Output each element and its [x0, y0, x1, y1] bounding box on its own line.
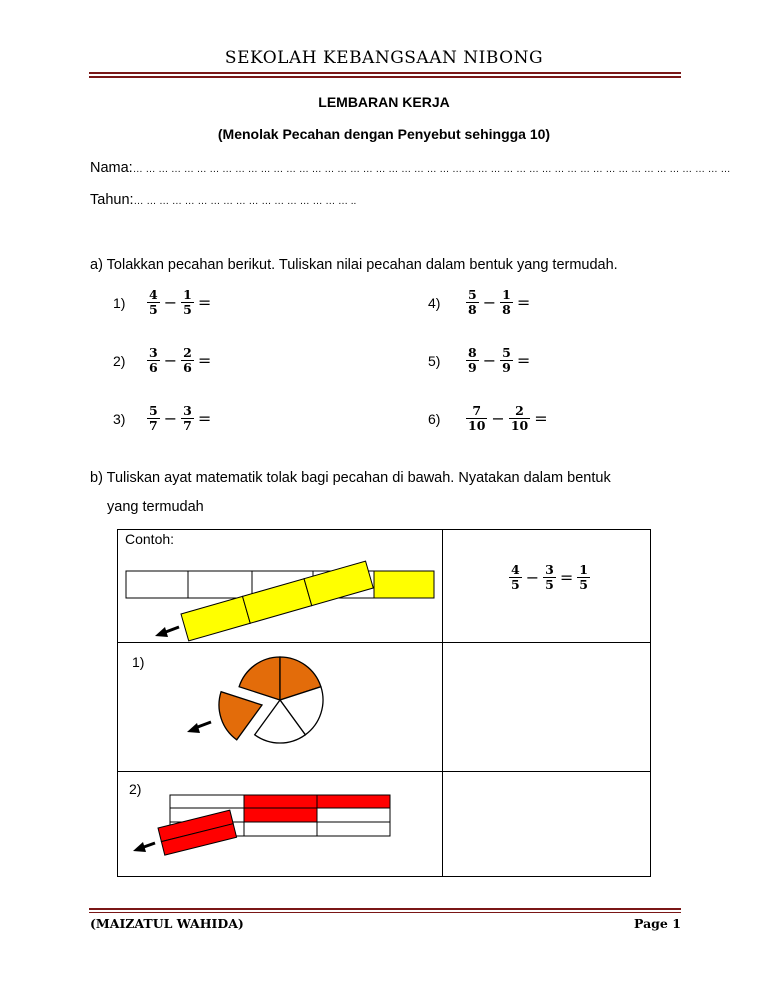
example-label: Contoh: — [125, 531, 175, 547]
minus-sign: − — [482, 351, 497, 371]
equals-sign: = — [534, 409, 548, 429]
question-expression — [147, 404, 213, 434]
equals-sign: = — [197, 351, 212, 371]
fraction: $\frac{3}{6}$ — [149, 345, 158, 376]
equals-sign: = — [516, 351, 531, 371]
name-label: Nama: — [90, 160, 133, 176]
fraction: $\frac{4}{5}$ — [511, 562, 520, 593]
question-item — [428, 346, 532, 376]
fraction: $\frac{7}{10}$ — [468, 403, 486, 434]
footer-page-number: Page 1 — [634, 916, 681, 931]
minus-sign: − — [163, 293, 178, 313]
grid-cell-shaded — [244, 795, 317, 808]
example-answer — [509, 563, 590, 593]
name-line — [90, 160, 731, 176]
example-strip-diagram — [118, 530, 442, 643]
minus-sign: − — [525, 568, 540, 588]
equals-sign: = — [197, 293, 212, 313]
question-item — [113, 404, 213, 434]
strip-cell — [188, 571, 252, 598]
left-arrow-icon — [133, 842, 155, 852]
worksheet-subtitle: (Menolak Pecahan dengan Penyebut sehingga 10) — [217, 126, 551, 142]
row1-label: 1) — [132, 654, 145, 670]
footer-author: (MAIZATUL WAHIDA) — [90, 916, 244, 931]
grid-cell-shaded — [244, 808, 317, 822]
question-number: 5) — [428, 352, 441, 369]
header-divider — [89, 72, 681, 74]
question-number: 6) — [428, 410, 441, 427]
fraction: $\frac{1}{5}$ — [579, 562, 588, 593]
section-b-instruction-2: yang termudah — [107, 499, 204, 515]
grid-cell — [244, 822, 317, 836]
removed-part — [304, 561, 373, 606]
question-expression — [466, 346, 532, 376]
question-number: 1) — [113, 294, 126, 311]
left-arrow-icon — [155, 627, 179, 637]
question-expression — [147, 288, 213, 318]
grid-diagram — [118, 772, 442, 877]
question-number: 4) — [428, 294, 441, 311]
question-number: 2) — [113, 352, 126, 369]
fraction: $\frac{8}{9}$ — [468, 345, 477, 376]
fraction: $\frac{2}{10}$ — [510, 403, 529, 434]
question-expression — [466, 404, 550, 434]
strip-cell — [126, 571, 188, 598]
fraction: $\frac{1}{8}$ — [502, 287, 511, 318]
year-dots: … … … … … … … … … … … … … … … … … .. — [133, 196, 357, 207]
strip-remaining-part — [374, 571, 434, 598]
grid-cell — [317, 808, 390, 822]
question-expression — [466, 288, 532, 318]
name-dots: … … … … … … … … … … … … … … … … … … … … … … … … … … … … … … … … … … … … … … … … … … … … … … … — [132, 164, 731, 175]
removed-part — [181, 596, 250, 641]
fraction: $\frac{3}{5}$ — [545, 562, 554, 593]
question-item — [113, 288, 213, 318]
row1-picture-cell — [118, 643, 443, 772]
footer-divider-2 — [89, 912, 681, 913]
answer-table — [117, 529, 651, 877]
example-answer-cell — [443, 530, 651, 643]
minus-sign: − — [491, 409, 505, 429]
row2-picture-cell — [118, 772, 443, 877]
equals-sign: = — [559, 568, 574, 588]
row1-answer-cell — [443, 643, 651, 772]
worksheet-title: LEMBARAN KERJA — [318, 94, 450, 110]
question-number: 3) — [113, 410, 126, 427]
equals-sign: = — [516, 293, 531, 313]
question-item — [428, 288, 532, 318]
year-label: Tahun: — [90, 192, 134, 208]
left-arrow-icon — [187, 722, 211, 733]
row2-answer-cell — [443, 772, 651, 877]
example-picture-cell — [118, 530, 443, 643]
fraction: $\frac{2}{6}$ — [183, 345, 192, 376]
fraction: $\frac{1}{5}$ — [183, 287, 192, 318]
fraction: $\frac{5}{8}$ — [468, 287, 477, 318]
year-line — [90, 192, 356, 208]
header-divider-2 — [89, 76, 681, 78]
fraction: $\frac{5}{7}$ — [149, 403, 158, 434]
grid-cell — [170, 795, 244, 808]
school-name: SEKOLAH KEBANGSAAN NIBONG — [224, 48, 544, 68]
grid-cell — [317, 822, 390, 836]
fraction: $\frac{3}{7}$ — [183, 403, 192, 434]
question-item — [113, 346, 213, 376]
fraction: $\frac{4}{5}$ — [149, 287, 158, 318]
footer-divider — [89, 908, 681, 910]
fraction: $\frac{5}{9}$ — [502, 345, 511, 376]
pie-slice-shaded — [239, 657, 280, 700]
grid-cell-shaded — [317, 795, 390, 808]
row2-label: 2) — [129, 781, 142, 797]
question-expression — [147, 346, 213, 376]
section-a-instruction: a) Tolakkan pecahan berikut. Tuliskan nilai pecahan dalam bentuk yang termudah. — [90, 257, 618, 273]
minus-sign: − — [482, 293, 497, 313]
question-item — [428, 404, 550, 434]
section-b-instruction: b) Tuliskan ayat matematik tolak bagi pecahan di bawah. Nyatakan dalam bentuk — [90, 470, 611, 486]
pie-diagram — [118, 643, 442, 772]
minus-sign: − — [163, 351, 178, 371]
minus-sign: − — [163, 409, 178, 429]
equals-sign: = — [197, 409, 212, 429]
